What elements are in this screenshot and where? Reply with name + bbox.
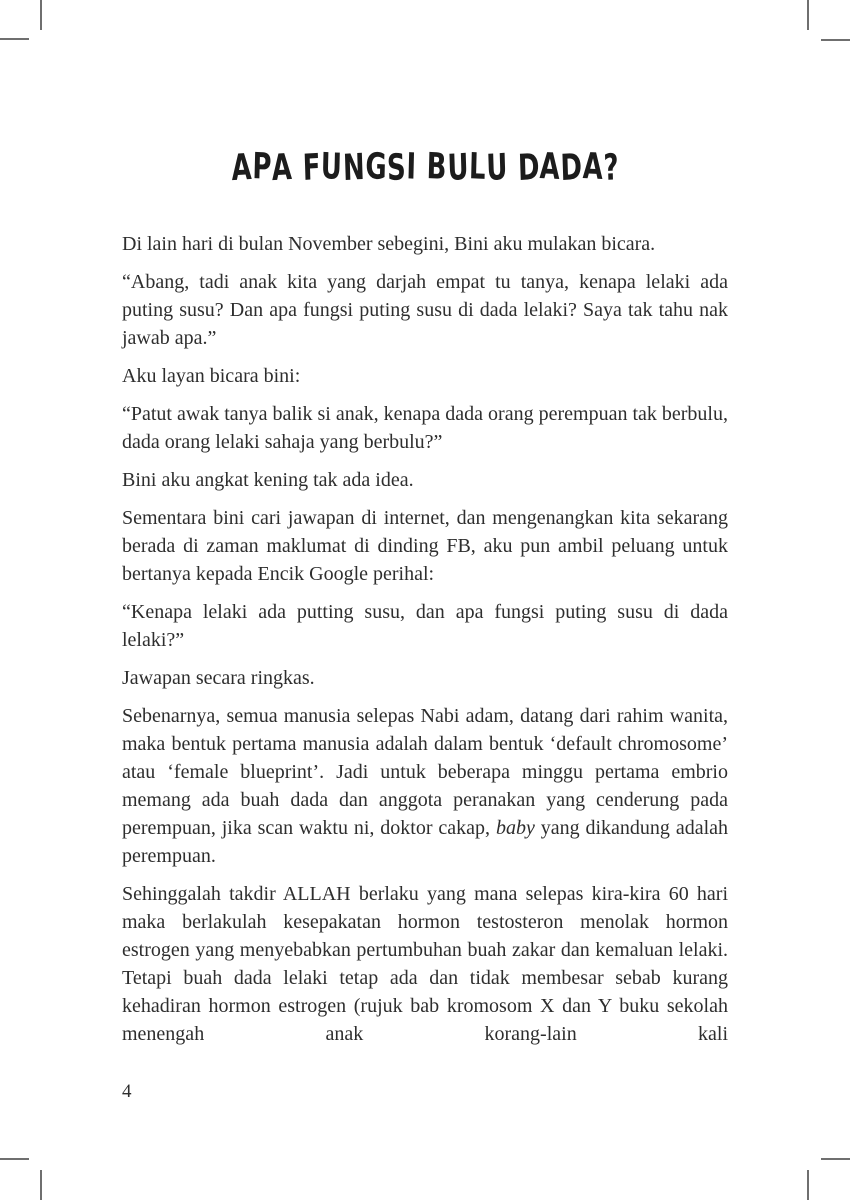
paragraph: [122, 702, 728, 870]
paragraph: [122, 598, 728, 654]
page-number: 4: [122, 1081, 132, 1102]
crop-mark-bottom-right-horizontal: [821, 1158, 850, 1160]
crop-mark-top-right-horizontal: [821, 39, 850, 41]
paragraph: [122, 400, 728, 456]
paragraph: [122, 268, 728, 352]
paragraph-run: Sebenarnya, semua manusia selepas Nabi adam, datang dari rahim wanita, maka bentuk pertama manusia adalah dalam bentuk ‘default chromosome’ atau ‘female blueprint’. Jadi untuk beberapa minggu pertama embrio memang ada buah dada dan anggota peranakan yang cenderung pada perempuan, jika scan waktu ni, doktor cakap,: [122, 705, 728, 839]
paragraph-run: Sehinggalah takdir ALLAH berlaku yang mana selepas kira-kira 60 hari maka berlakulah kesepakatan hormon testosteron menolak hormon estrogen yang menyebabkan pertumbuhan buah zakar dan kemaluan lelaki. Tetapi buah dada lelaki tetap ada dan tidak membesar sebab kurang kehadiran hormon estrogen (rujuk bab kromosom X dan Y buku sekolah menengah anak korang-lain kali: [122, 883, 728, 1045]
page-title: [122, 146, 728, 190]
page-title-text: APA FUNGSI BULU DADA?: [230, 145, 620, 190]
crop-mark-bottom-left-horizontal: [0, 1158, 29, 1160]
paragraph-run-italic: baby: [495, 817, 535, 839]
paragraph-run: Aku layan bicara bini:: [122, 365, 301, 387]
paragraph-run: “Patut awak tanya balik si anak, kenapa dada orang perempuan tak berbulu, dada orang lelaki sahaja yang berbulu?”: [122, 403, 728, 453]
paragraph-run: yang dikandung adalah perempuan.: [122, 817, 729, 867]
crop-mark-top-left-vertical: [40, 0, 42, 30]
paragraph: [122, 880, 728, 1048]
paragraph: [122, 466, 728, 494]
paragraph: [122, 362, 728, 390]
crop-mark-bottom-right-vertical: [807, 1170, 809, 1200]
paragraph: [122, 664, 728, 692]
paragraph-run: “Kenapa lelaki ada putting susu, dan apa fungsi puting susu di dada lelaki?”: [122, 601, 728, 651]
paragraph-run: Bini aku angkat kening tak ada idea.: [122, 469, 414, 491]
paragraph-run: “Abang, tadi anak kita yang darjah empat tu tanya, kenapa lelaki ada puting susu? Dan apa fungsi puting susu di dada lelaki? Saya tak tahu nak jawab apa.”: [122, 271, 728, 349]
paragraph: [122, 504, 728, 588]
paragraph-run: Jawapan secara ringkas.: [122, 667, 315, 689]
page-body: [122, 230, 728, 1048]
crop-mark-top-left-horizontal: [0, 38, 29, 40]
paragraph: [122, 230, 728, 258]
page-content: [122, 146, 728, 1048]
paragraph-run: Di lain hari di bulan November sebegini, Bini aku mulakan bicara.: [122, 233, 656, 255]
crop-mark-top-right-vertical: [807, 0, 809, 30]
paragraph-run: Sementara bini cari jawapan di internet, dan mengenangkan kita sekarang berada di zaman maklumat di dinding FB, aku pun ambil peluang untuk bertanya kepada Encik Google perihal:: [122, 507, 728, 585]
crop-mark-bottom-left-vertical: [40, 1170, 42, 1200]
